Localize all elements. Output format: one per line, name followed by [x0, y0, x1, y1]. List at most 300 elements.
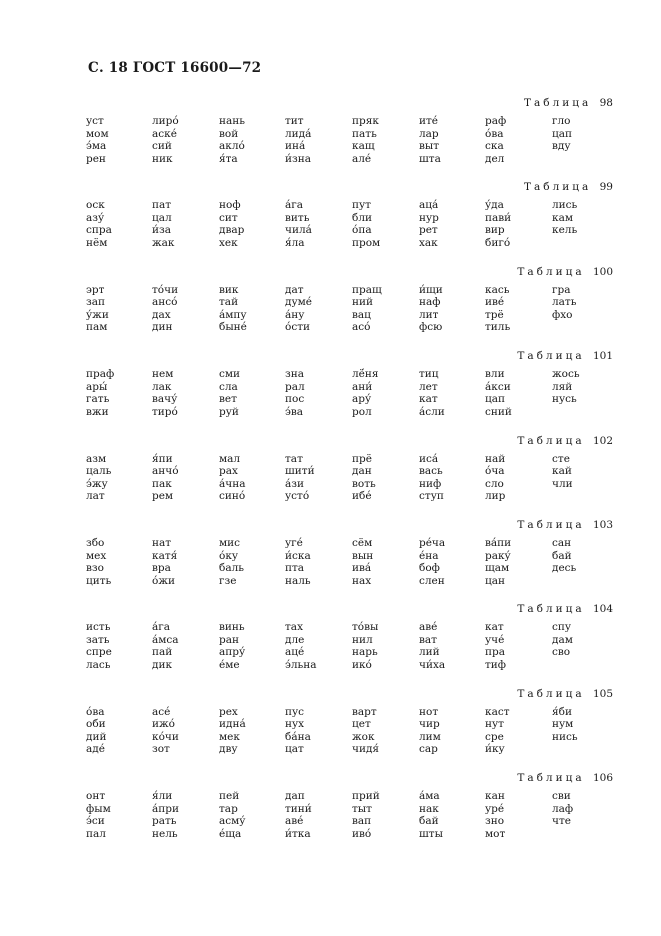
syllable-cell: асму́	[219, 815, 246, 828]
syllable-cell: ива́	[352, 562, 372, 574]
syllable-cell: ары́	[86, 380, 108, 393]
syllable-cell: сла	[219, 380, 238, 393]
syllable-cell: пращ	[352, 283, 382, 296]
table-caption-number: 103	[592, 519, 613, 531]
syllable-cell: рен	[86, 152, 106, 165]
syllable-cell: биго́	[485, 236, 511, 249]
syllable-cell: и́щи	[419, 283, 443, 296]
syllable-cell: уче́	[485, 633, 505, 646]
syllable-cell: вра	[152, 562, 171, 574]
syllable-cell: ран	[219, 633, 239, 646]
table-caption	[524, 181, 613, 193]
syllable-cell: цап	[552, 127, 573, 140]
syllable-cell: лида́	[285, 127, 312, 140]
syllable-cell: ноф	[219, 199, 241, 212]
word-column	[86, 115, 148, 165]
syllable-cell: сло	[485, 477, 504, 490]
syllable-cell: а́мса	[152, 633, 179, 646]
word-column	[285, 790, 347, 840]
table-caption	[517, 772, 613, 784]
word-column	[285, 706, 347, 756]
syllable-cell: а́ма	[419, 790, 440, 803]
syllable-cell: лит	[419, 308, 439, 321]
syllable-cell: сний	[485, 405, 512, 418]
syllable-cell: асо́	[352, 321, 371, 334]
syllable-cell: цан	[485, 574, 506, 587]
syllable-cell: ижо́	[152, 718, 175, 731]
syllable-cell: дам	[552, 633, 573, 646]
syllable-cell: прё	[352, 452, 372, 465]
syllable-cell: збо	[86, 537, 105, 549]
table-caption-number: 99	[599, 181, 613, 194]
syllable-cell: то́чи	[152, 283, 179, 296]
syllable-cell: руй	[219, 405, 239, 418]
syllable-cell: ансо́	[152, 296, 178, 309]
word-column	[219, 115, 281, 165]
syllable-cell: пам	[86, 321, 108, 334]
syllable-cell: уст	[86, 115, 104, 127]
syllable-cell: раф	[485, 115, 507, 127]
syllable-cell: кат	[485, 621, 504, 634]
syllable-cell: и́за	[152, 224, 171, 237]
syllable-cell: фхо	[552, 308, 573, 321]
syllable-cell: ару́	[352, 393, 372, 406]
syllable-cell: дин	[152, 321, 173, 334]
syllable-cell: аске́	[152, 127, 177, 140]
syllable-cell: лим	[419, 730, 441, 743]
syllable-cell: пай	[152, 646, 173, 659]
word-column	[419, 453, 481, 503]
syllable-cell: ибе́	[352, 490, 372, 503]
table-caption-label: Таблица	[517, 265, 585, 278]
word-column	[285, 453, 347, 503]
syllable-cell: тыт	[352, 802, 372, 815]
syllable-cell: десь	[552, 562, 577, 574]
syllable-cell: трё	[485, 308, 504, 321]
word-column	[152, 537, 214, 587]
syllable-cell: кащ	[352, 140, 375, 152]
syllable-cell: дат	[285, 283, 304, 296]
syllable-cell: мот	[485, 827, 506, 840]
word-table	[0, 603, 661, 687]
syllable-cell: ко́чи	[152, 730, 179, 743]
syllable-cell: зот	[152, 743, 170, 756]
syllable-cell: пром	[352, 236, 381, 249]
table-caption	[517, 688, 613, 700]
word-column	[419, 621, 481, 671]
word-column	[485, 537, 547, 587]
syllable-cell: о́ча	[485, 465, 505, 478]
table-caption-label: Таблица	[517, 772, 585, 785]
syllable-cell: э́ма	[86, 140, 107, 152]
syllable-cell: спре	[86, 646, 112, 659]
word-column	[152, 621, 214, 671]
table-caption	[517, 603, 613, 615]
syllable-cell: то́вы	[352, 621, 379, 634]
syllable-cell: рал	[285, 380, 305, 393]
syllable-cell: оск	[86, 199, 105, 212]
syllable-cell: пать	[352, 127, 377, 140]
syllable-cell: вир	[485, 224, 505, 237]
syllable-cell: думе́	[285, 296, 313, 309]
syllable-cell: лак	[152, 380, 172, 393]
word-column	[352, 537, 414, 587]
syllable-cell: жось	[552, 368, 580, 381]
table-caption-number: 102	[592, 434, 613, 447]
table-caption-label: Таблица	[517, 687, 585, 700]
table-caption-number: 104	[592, 603, 613, 616]
syllable-cell: сво	[552, 646, 571, 659]
syllable-cell: у́да	[485, 199, 504, 212]
word-column	[552, 115, 614, 153]
table-caption	[524, 97, 613, 109]
word-column	[219, 621, 281, 671]
word-column	[86, 621, 148, 671]
word-column	[86, 453, 148, 503]
table-caption-number: 101	[592, 350, 613, 363]
word-column	[219, 284, 281, 334]
syllable-cell: иса́	[419, 452, 439, 465]
syllable-cell: а́га	[285, 199, 304, 212]
syllable-cell: боф	[419, 562, 440, 574]
syllable-cell: нат	[152, 537, 172, 549]
word-table	[0, 772, 661, 856]
word-column	[419, 706, 481, 756]
word-column	[485, 453, 547, 503]
syllable-cell: мек	[219, 730, 240, 743]
table-caption-label: Таблица	[517, 434, 585, 447]
syllable-cell: наф	[419, 296, 441, 309]
syllable-cell: а́при	[152, 802, 179, 815]
syllable-cell: нель	[152, 827, 178, 840]
syllable-cell: сар	[419, 743, 438, 756]
table-caption	[517, 435, 613, 447]
word-column	[219, 790, 281, 840]
syllable-cell: нак	[419, 802, 439, 815]
syllable-cell: ба́на	[285, 730, 311, 743]
word-table	[0, 688, 661, 772]
table-caption-label: Таблица	[517, 603, 585, 616]
syllable-cell: варт	[352, 705, 377, 718]
syllable-cell: гзе	[219, 574, 237, 587]
syllable-cell: кай	[552, 465, 572, 478]
syllable-cell: э́льна	[285, 658, 317, 671]
syllable-cell: нил	[352, 633, 373, 646]
syllable-cell: а́га	[152, 621, 171, 634]
syllable-cell: лир	[485, 490, 506, 503]
word-column	[419, 284, 481, 334]
syllable-cell: тах	[285, 621, 303, 634]
word-column	[219, 453, 281, 503]
table-caption-label: Таблица	[524, 97, 592, 109]
syllable-cell: сино́	[219, 490, 246, 503]
word-column	[552, 453, 614, 491]
word-column	[285, 368, 347, 418]
syllable-cell: оби	[86, 718, 106, 731]
word-column	[285, 199, 347, 249]
syllable-cell: дах	[152, 308, 171, 321]
word-column	[552, 621, 614, 659]
syllable-cell: усто́	[285, 490, 310, 503]
syllable-cell: чи́ха	[419, 658, 446, 671]
syllable-cell: хак	[419, 236, 438, 249]
syllable-cell: лет	[419, 380, 438, 393]
syllable-cell: пей	[219, 790, 240, 803]
syllable-cell: е́ща	[219, 827, 242, 840]
syllable-cell: я́ла	[285, 236, 305, 249]
syllable-cell: вачу́	[152, 393, 178, 406]
word-column	[419, 790, 481, 840]
table-caption-number: 106	[592, 772, 613, 785]
word-column	[86, 199, 148, 249]
syllable-cell: дву	[219, 743, 238, 756]
syllable-cell: кась	[485, 283, 510, 296]
syllable-cell: каст	[485, 705, 510, 718]
syllable-cell: анчо́	[152, 465, 179, 478]
syllable-cell: фсю	[419, 321, 443, 334]
syllable-cell: шта	[419, 152, 441, 165]
word-column	[86, 790, 148, 840]
syllable-cell: зап	[86, 296, 105, 309]
word-table	[0, 266, 661, 350]
syllable-cell: е́ме	[219, 658, 240, 671]
syllable-cell: пта	[285, 562, 305, 574]
syllable-cell: а́ну	[285, 308, 305, 321]
syllable-cell: я́пи	[152, 452, 173, 465]
syllable-cell: мех	[86, 549, 107, 562]
page-header: С. 18 ГОСТ 16600—72	[88, 60, 262, 76]
syllable-cell: пос	[285, 393, 305, 406]
syllable-cell: дан	[352, 465, 372, 478]
syllable-cell: рех	[219, 705, 238, 718]
syllable-cell: двар	[219, 224, 245, 237]
syllable-cell: аве́	[285, 815, 304, 828]
word-column	[485, 284, 547, 334]
syllable-cell: шити́	[285, 465, 315, 478]
word-table	[0, 350, 661, 434]
word-column	[219, 706, 281, 756]
word-column	[419, 115, 481, 165]
syllable-cell: мал	[219, 452, 241, 465]
syllable-cell: ник	[152, 152, 173, 165]
word-column	[552, 284, 614, 322]
word-column	[552, 706, 614, 744]
syllable-cell: а́мпу	[219, 308, 247, 321]
word-column	[485, 790, 547, 840]
word-column	[219, 368, 281, 418]
syllable-cell: слен	[419, 574, 445, 587]
syllable-cell: ре́ча	[419, 537, 446, 549]
syllable-cell: выт	[419, 140, 440, 152]
syllable-cell: мом	[86, 127, 109, 140]
word-column	[352, 368, 414, 418]
syllable-cell: цат	[285, 743, 304, 756]
syllable-cell: вап	[352, 815, 372, 828]
syllable-cell: рем	[152, 490, 174, 503]
syllable-cell: аце́	[285, 646, 305, 659]
syllable-cell: нарь	[352, 646, 378, 659]
syllable-cell: рол	[352, 405, 372, 418]
syllable-cell: цал	[152, 211, 172, 224]
word-column	[285, 115, 347, 165]
syllable-cell: аца́	[419, 199, 439, 212]
syllable-cell: ступ	[419, 490, 444, 503]
syllable-cell: нах	[352, 574, 372, 587]
syllable-cell: о́ва	[86, 705, 105, 718]
syllable-cell: а́чна	[219, 477, 246, 490]
syllable-cell: тини́	[285, 802, 312, 815]
syllable-cell: е́на	[419, 549, 439, 562]
syllable-cell: чир	[419, 718, 440, 731]
word-column	[219, 199, 281, 249]
syllable-cell: щам	[485, 562, 510, 574]
syllable-cell: сре	[485, 730, 504, 743]
table-caption-number: 100	[592, 265, 613, 278]
table-caption-number: 105	[592, 687, 613, 700]
syllable-cell: э́жу	[86, 477, 108, 490]
table-caption-number: 98	[599, 97, 613, 109]
syllable-cell: и́ска	[285, 549, 311, 562]
syllable-cell: о́ва	[485, 127, 504, 140]
syllable-cell: сми	[219, 368, 241, 381]
syllable-cell: нот	[419, 705, 439, 718]
syllable-cell: ани́	[352, 380, 373, 393]
word-column	[352, 115, 414, 165]
syllable-cell: сий	[152, 140, 172, 152]
syllable-cell: нись	[552, 730, 578, 743]
syllable-cell: тит	[285, 115, 304, 127]
syllable-cell: тиц	[419, 368, 439, 381]
syllable-cell: взо	[86, 562, 104, 574]
syllable-cell: и́ку	[485, 743, 505, 756]
syllable-cell: чила́	[285, 224, 312, 237]
syllable-cell: рать	[152, 815, 177, 828]
syllable-cell: нань	[219, 115, 245, 127]
syllable-cell: э́ва	[285, 405, 304, 418]
word-column	[419, 368, 481, 418]
syllable-cell: чли	[552, 477, 573, 490]
word-column	[352, 284, 414, 334]
syllable-cell: дик	[152, 658, 173, 671]
syllable-cell: лась	[86, 658, 111, 671]
syllable-cell: тар	[219, 802, 238, 815]
syllable-cell: наль	[285, 574, 311, 587]
syllable-cell: вду	[552, 140, 571, 152]
syllable-cell: тиро́	[152, 405, 178, 418]
syllable-cell: жок	[352, 730, 375, 743]
syllable-cell: цить	[86, 574, 112, 587]
syllable-cell: нем	[152, 368, 174, 381]
word-column	[552, 790, 614, 828]
syllable-cell: вли	[485, 368, 505, 381]
syllable-cell: кель	[552, 224, 578, 237]
syllable-cell: иво́	[352, 827, 372, 840]
syllable-cell: нём	[86, 236, 108, 249]
word-column	[86, 368, 148, 418]
syllable-cell: о́жи	[152, 574, 175, 587]
syllable-cell: и́зна	[285, 152, 311, 165]
syllable-cell: э́си	[86, 815, 105, 828]
syllable-cell: лиро́	[152, 115, 179, 127]
syllable-cell: я́би	[552, 705, 572, 718]
syllable-cell: нум	[552, 718, 574, 731]
word-column	[485, 621, 547, 671]
word-column	[152, 199, 214, 249]
syllable-cell: кат	[419, 393, 438, 406]
word-column	[152, 790, 214, 840]
word-column	[485, 115, 547, 165]
syllable-cell: лар	[419, 127, 439, 140]
syllable-cell: пус	[285, 705, 305, 718]
syllable-cell: сан	[552, 537, 572, 549]
word-column	[152, 706, 214, 756]
syllable-cell: а́сли	[419, 405, 445, 418]
syllable-cell: вась	[419, 465, 443, 478]
syllable-cell: спра	[86, 224, 112, 237]
syllable-cell: лё́ня	[352, 368, 379, 381]
word-column	[352, 790, 414, 840]
syllable-cell: праф	[86, 368, 115, 381]
syllable-cell: пра	[485, 646, 505, 659]
syllable-cell: исть	[86, 621, 111, 634]
syllable-cell: азу́	[86, 211, 105, 224]
syllable-cell: вжи	[86, 405, 109, 418]
syllable-cell: апру́	[219, 646, 246, 659]
syllable-cell: уре́	[485, 802, 505, 815]
syllable-cell: винь	[219, 621, 245, 634]
syllable-cell: нусь	[552, 393, 577, 406]
syllable-cell: дап	[285, 790, 305, 803]
syllable-cell: я́та	[219, 152, 238, 165]
word-table	[0, 435, 661, 519]
word-column	[152, 284, 214, 334]
word-column	[285, 284, 347, 334]
syllable-cell: ний	[352, 296, 373, 309]
syllable-cell: пат	[152, 199, 172, 212]
word-table	[0, 97, 661, 181]
syllable-cell: лаф	[552, 802, 574, 815]
syllable-cell: прий	[352, 790, 380, 803]
syllable-cell: чидя́	[352, 743, 380, 756]
word-column	[419, 537, 481, 587]
syllable-cell: дел	[485, 152, 505, 165]
syllable-cell: гать	[86, 393, 110, 406]
word-table	[0, 181, 661, 265]
syllable-cell: хек	[219, 236, 238, 249]
syllable-cell: ниф	[419, 477, 442, 490]
syllable-cell: шты	[419, 827, 443, 840]
word-column	[485, 368, 547, 418]
syllable-cell: вет	[219, 393, 237, 406]
syllable-cell: пал	[86, 827, 106, 840]
syllable-cell: ите́	[419, 115, 439, 127]
syllable-cell: пак	[152, 477, 172, 490]
syllable-cell: тат	[285, 452, 303, 465]
syllable-cell: тиф	[485, 658, 507, 671]
syllable-cell: нух	[285, 718, 305, 731]
syllable-cell: ико́	[352, 658, 372, 671]
syllable-cell: кан	[485, 790, 505, 803]
table-caption	[517, 350, 613, 362]
syllable-cell: а́зи	[285, 477, 304, 490]
syllable-cell: зать	[86, 633, 110, 646]
syllable-cell: зна	[285, 368, 304, 381]
syllable-cell: гра	[552, 283, 571, 296]
syllable-cell: ват	[419, 633, 437, 646]
syllable-cell: асе́	[152, 705, 171, 718]
syllable-cell: о́ку	[219, 549, 239, 562]
syllable-cell: вац	[352, 308, 371, 321]
